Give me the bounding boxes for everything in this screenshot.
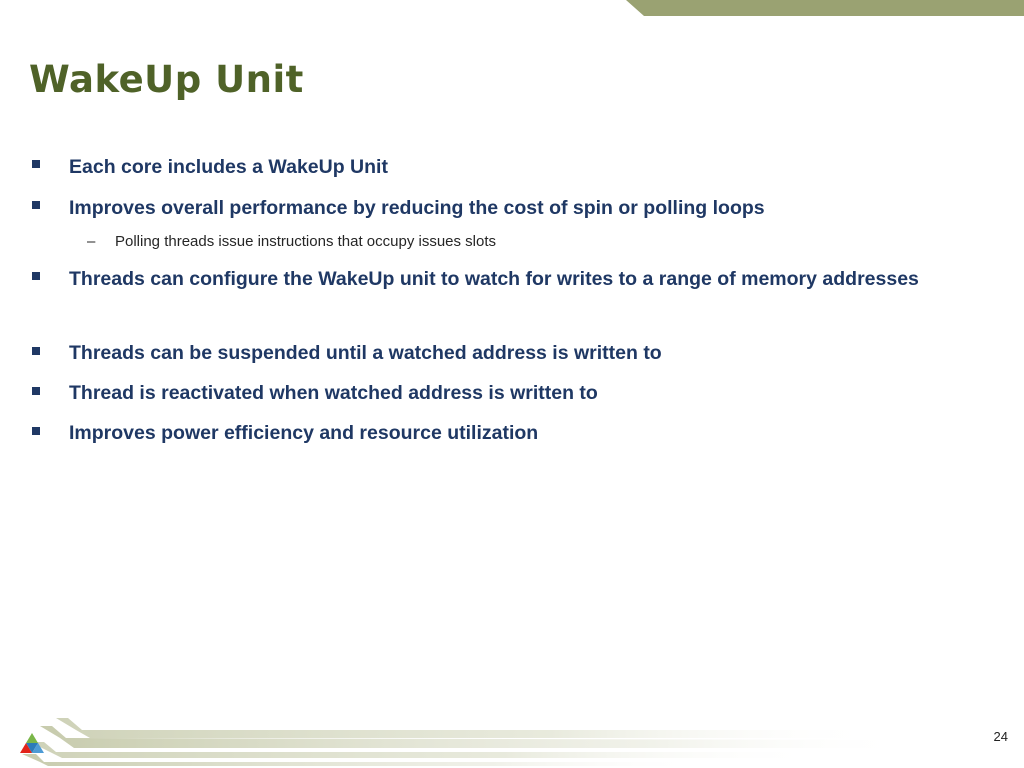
square-bullet-icon [32,347,40,355]
bullet-item: Improves overall performance by reducing the cost of spin or polling loops [69,197,765,219]
bullet-item: Improves power efficiency and resource utilization [69,422,539,444]
dash-bullet-icon: – [87,233,96,250]
square-bullet-icon [32,160,40,168]
bullet-item: Thread is reactivated when watched address is written to [69,382,598,404]
bullet-item: Each core includes a WakeUp Unit [69,156,388,178]
square-bullet-icon [32,272,40,280]
bullet-item: Threads can configure the WakeUp unit to watch for writes to a range of memory addresses [69,268,919,290]
square-bullet-icon [32,387,40,395]
sub-bullet-item: Polling threads issue instructions that occupy issues slots [115,233,497,250]
page-number: 24 [993,729,1008,744]
square-bullet-icon [32,201,40,209]
argonne-logo-icon [20,732,44,754]
slide-title: WakeUp Unit [29,58,304,101]
bullet-item: Threads can be suspended until a watched address is written to [69,342,662,364]
bottom-decor-swoosh [0,708,1024,768]
square-bullet-icon [32,427,40,435]
